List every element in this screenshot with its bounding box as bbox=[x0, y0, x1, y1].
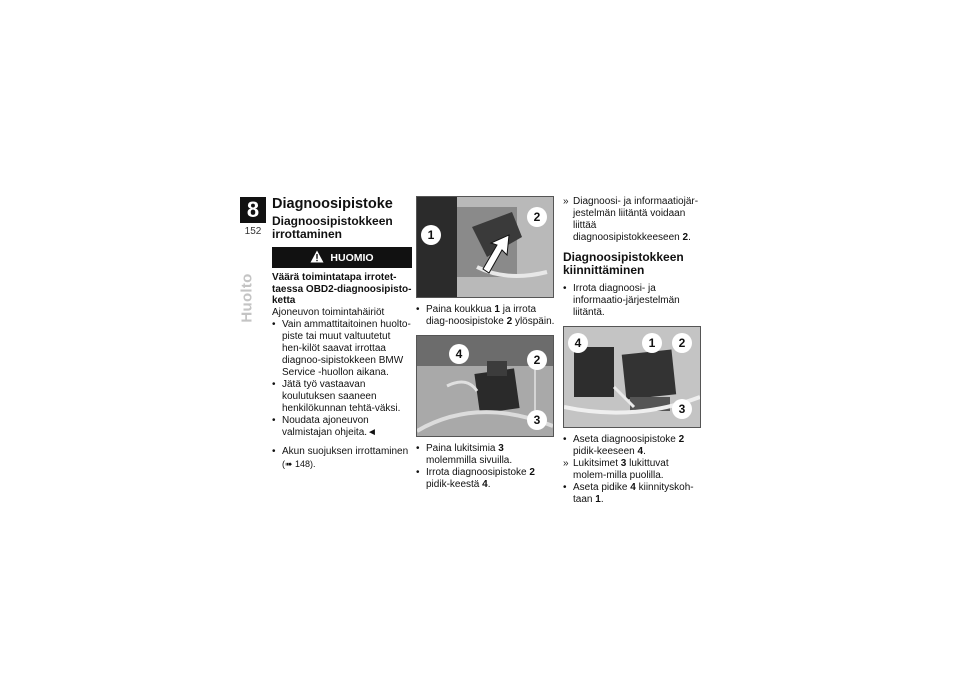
step-text: Irrota diagnoosipistoke bbox=[426, 467, 527, 478]
callout-marker: 1 bbox=[421, 225, 441, 245]
subsection-title-attach: Diagnoosipistokkeen kiinnittäminen bbox=[563, 250, 684, 277]
callout-marker: 4 bbox=[568, 333, 588, 353]
step-text: . bbox=[643, 446, 646, 457]
photo-connector-unhook bbox=[416, 196, 554, 298]
list-item bbox=[563, 482, 703, 506]
caution-label: HUOMIO bbox=[330, 251, 374, 264]
step-text: ylöspäin. bbox=[514, 316, 555, 327]
step-text: kiinnityskoh-taan bbox=[573, 482, 694, 505]
photo-connector-holder bbox=[563, 326, 701, 428]
column-2 bbox=[416, 196, 556, 491]
chapter-title-vertical bbox=[232, 268, 262, 328]
subsection-title-remove: Diagnoosipistokkeen irrottaminen bbox=[272, 214, 393, 241]
procedure-list bbox=[272, 446, 412, 471]
step-text: Paina lukitsimia bbox=[426, 443, 496, 454]
list-item: • Jätä työ vastaavan koulutuksen saaneen henkilökunnan tehtä-väksi. bbox=[272, 379, 412, 415]
part-number: 1 bbox=[494, 304, 500, 315]
part-number: 2 bbox=[529, 467, 535, 478]
result-text: Lukitsimet bbox=[573, 458, 619, 469]
caution-heading: Väärä toimintatapa irrotet-taessa OBD2-diagnoosipisto-ketta bbox=[272, 272, 412, 306]
step-text: Paina koukkua bbox=[426, 304, 492, 315]
column-3 bbox=[563, 196, 703, 506]
part-number: 4 bbox=[630, 482, 636, 493]
part-number: 4 bbox=[637, 446, 644, 457]
section-title: Diagnoosipistoke bbox=[272, 196, 393, 212]
step-text: ja irrota diag-noosipistoke bbox=[426, 304, 537, 327]
result-list bbox=[563, 196, 703, 244]
list-item: • Vain ammattitaitoinen huolto-piste tai muut valtuutetut hen-kilöt saavat irrottaa diagnoo-sipistokkeen BMW Service -huollon aikana. bbox=[272, 319, 412, 379]
caution-list bbox=[272, 319, 412, 439]
step-text: . bbox=[487, 479, 491, 490]
callout-marker: 2 bbox=[527, 350, 547, 370]
list-item bbox=[563, 196, 703, 244]
part-number: 2 bbox=[682, 232, 689, 243]
column-1 bbox=[272, 196, 412, 471]
list-item bbox=[563, 434, 703, 458]
list-item bbox=[416, 304, 556, 328]
page-reference-link[interactable]: (➠ 148). bbox=[282, 458, 316, 469]
callout-marker: 2 bbox=[672, 333, 692, 353]
list-item bbox=[416, 467, 556, 491]
step-text: pidik-keeseen bbox=[573, 446, 635, 457]
chapter-number-tab: 8 bbox=[240, 197, 266, 223]
photo-connector-latches bbox=[416, 335, 554, 437]
callout-marker: 3 bbox=[527, 410, 547, 430]
part-number: 2 bbox=[678, 434, 685, 445]
list-item bbox=[272, 446, 412, 471]
step-text: Akun suojuksen irrottaminen bbox=[282, 445, 409, 457]
callout-marker: 1 bbox=[642, 333, 662, 353]
step-text: pidik-keestä bbox=[426, 479, 480, 490]
procedure-list bbox=[416, 443, 556, 491]
list-item: • Irrota diagnoosi- ja informaatio-järjestelmän liitäntä. bbox=[563, 283, 703, 319]
caution-lead: Ajoneuvon toimintahäiriöt bbox=[272, 306, 385, 318]
procedure-list bbox=[563, 434, 703, 506]
step-text: Aseta diagnoosipistoke bbox=[573, 434, 676, 445]
warning-triangle-icon bbox=[310, 250, 324, 266]
result-text: Diagnoosi- ja informaatiojär-jestelmän liitäntä voidaan liittää diagnoosipistokkeeseen bbox=[573, 196, 699, 243]
part-number: 3 bbox=[498, 443, 504, 454]
procedure-list bbox=[563, 283, 703, 319]
step-text: . bbox=[600, 494, 604, 505]
page-number: 152 bbox=[244, 226, 262, 237]
part-number: 3 bbox=[620, 458, 627, 469]
step-text: Aseta pidike bbox=[573, 482, 628, 493]
list-item bbox=[563, 458, 703, 482]
part-number: 1 bbox=[595, 494, 601, 505]
part-number: 4 bbox=[482, 479, 488, 490]
result-text: lukittuvat molem-milla puolilla. bbox=[573, 458, 669, 481]
chapter-title-text: Huolto bbox=[238, 273, 256, 323]
procedure-list bbox=[416, 304, 556, 328]
step-text: molemmilla sivuilla. bbox=[426, 455, 513, 466]
list-item: • Noudata ajoneuvon valmistajan ohjeita.◄ bbox=[272, 415, 412, 439]
callout-marker: 4 bbox=[449, 344, 469, 364]
part-number: 2 bbox=[506, 316, 513, 327]
result-text: . bbox=[688, 232, 691, 243]
list-item bbox=[416, 443, 556, 467]
callout-marker: 2 bbox=[527, 207, 547, 227]
callout-marker: 3 bbox=[672, 399, 692, 419]
caution-notice-bar bbox=[272, 247, 412, 268]
